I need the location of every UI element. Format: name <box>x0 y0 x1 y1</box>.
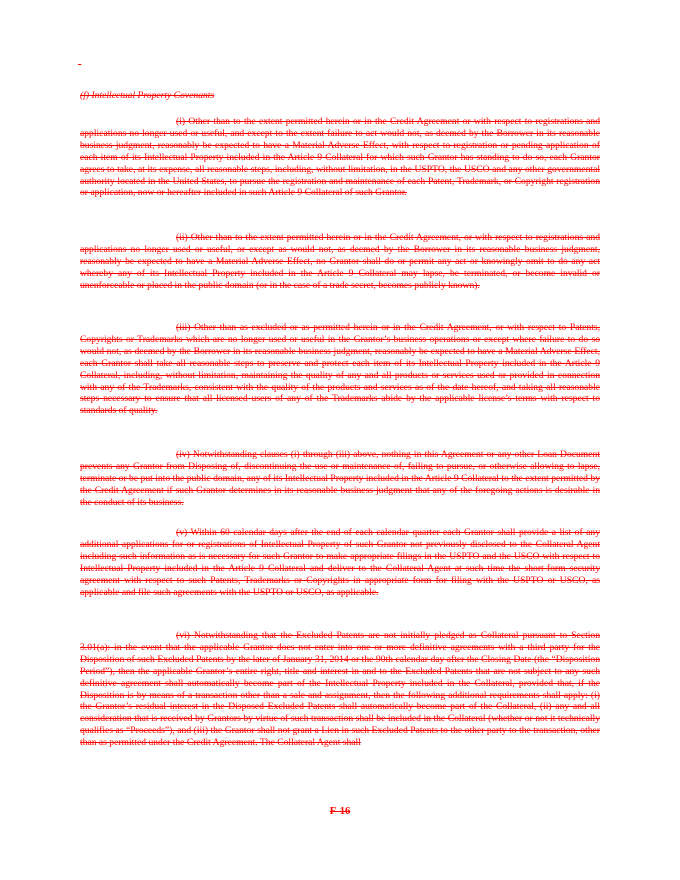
paragraph-vi <box>80 630 600 749</box>
paragraph-ii <box>80 232 600 292</box>
paragraph-text: (iii) Other than as excluded or as permitted herein or in the Credit Agreement, or with respect to Patents, Copyrights or Trademarks which are no longer used or useful in the Grantor’s business operations or except where failure to do so would not, as deemed by the Borrower in its reasonable business judgment, reasonably be expected to have a Material Adverse Effect, each Grantor shall take all reasonable steps to preserve and protect each item of its Intellectual Property included in the Article 9 Collateral, including, without limitation, maintaining the quality of any and all products or services used or provided in connection with any of the Trademarks, consistent with the quality of the products and services as of the date hereof, and taking all reasonable steps necessary to ensure that all licensed users of any of the Trademarks abide by the applicable license’s terms with respect to standards of quality. <box>80 322 600 417</box>
paragraph-text: (iv) Notwithstanding clauses (i) through (iii) above, nothing in this Agreement or any other Loan Document prevents any Grantor from Disposing of, discontinuing the use or maintenance of, failing to pursue, or otherwise allowing to lapse, terminate or be put into the public domain, any of its Intellectual Property included in the Article 9 Collateral to the extent permitted by the Credit Agreement if such Grantor determines in its reasonable business judgment that any of the foregoing actions is desirable in the conduct of its business. <box>80 449 600 508</box>
paragraph-i <box>80 116 600 199</box>
paragraph-iv <box>80 449 600 509</box>
paragraph-text: (i) Other than to the extent permitted herein or in the Credit Agreement or with respect to registrations and applications no longer used or useful, and except to the extent failure to act would not, as deemed by the Borrower in its reasonable business judgment, reasonably be expected to have a Material Adverse Effect, with respect to registration or pending application of each item of its Intellectual Property included in the Article 9 Collateral for which such Grantor has standing to do so, each Grantor agrees to take, at its expense, all reasonable steps, including, without limitation, in the USPTO, the USCO and any other governmental authority located in the United States, to pursue the registration and maintenance of each Patent, Trademark, or Copyright registration or application, now or hereafter included in such Article 9 Collateral of such Grantor. <box>80 116 600 199</box>
paragraph-text: (v) Within 60 calendar days after the end of each calendar quarter each Grantor shall provide a list of any additional applications for or registrations of Intellectual Property of such Grantor not previously disclosed to the Collateral Agent including such information as is necessary for such Grantor to make appropriate filings in the USPTO and the USCO with respect to Intellectual Property included in the Article 9 Collateral and deliver to the Collateral Agent at such time the short-form security agreement with respect to such Patents, Trademarks or Copyrights in appropriate form for filing with the USPTO or USCO, as applicable and file such agreements with the USPTO or USCO, as applicable. <box>80 527 600 598</box>
paragraph-iii <box>80 322 600 417</box>
page-number: F-16 <box>329 806 351 817</box>
paragraph-text: (ii) Other than to the extent permitted herein or in the Credit Agreement, or with respect to registrations and applications no longer used or useful, or except as would not, as deemed by the Borrower in its reasonable business judgment, reasonably be expected to have a Material Adverse Effect, no Grantor shall do or permit any act or knowingly omit to do any act whereby any of its Intellectual Property included in the Article 9 Collateral may lapse, be terminated, or become invalid or unenforceable or placed in the public domain (or in the case of a trade secret, becomes publicly known). <box>80 232 600 291</box>
section-heading: (f) Intellectual Property Covenants <box>80 90 215 101</box>
revision-marker: - <box>78 59 82 70</box>
paragraph-v <box>80 527 600 598</box>
paragraph-text: (vi) Notwithstanding that the Excluded Patents are not initially pledged as Collateral pursuant to Section 3.01(a): in the event that the applicable Grantor does not enter into one or more definitive agreements with a third party for the Disposition of such Excluded Patents by the later of January 31, 2014 or the 90th calendar day after the Closing Date (the “Disposition Period”), then the applicable Grantor’s entire right, title and interest in and to the Excluded Patents that are not subject to any such definitive agreement shall automatically become part of the Intellectual Property included in the Collateral, provided that, if the Disposition is by means of a transaction other than a sale and assignment, then the following additional requirements shall apply: (i) the Grantor’s residual interest in the Disposed Excluded Patents shall automatically become part of the Collateral, (ii) any and all consideration that is received by Grantors by virtue of such transaction shall be included in the Collateral (whether or not it technically qualifies as “Proceeds”), and (iii) the Grantor shall not grant a Lien in such Excluded Patents to the other party to the transaction, other than as permitted under the Credit Agreement. The Collateral Agent shall <box>80 630 600 749</box>
